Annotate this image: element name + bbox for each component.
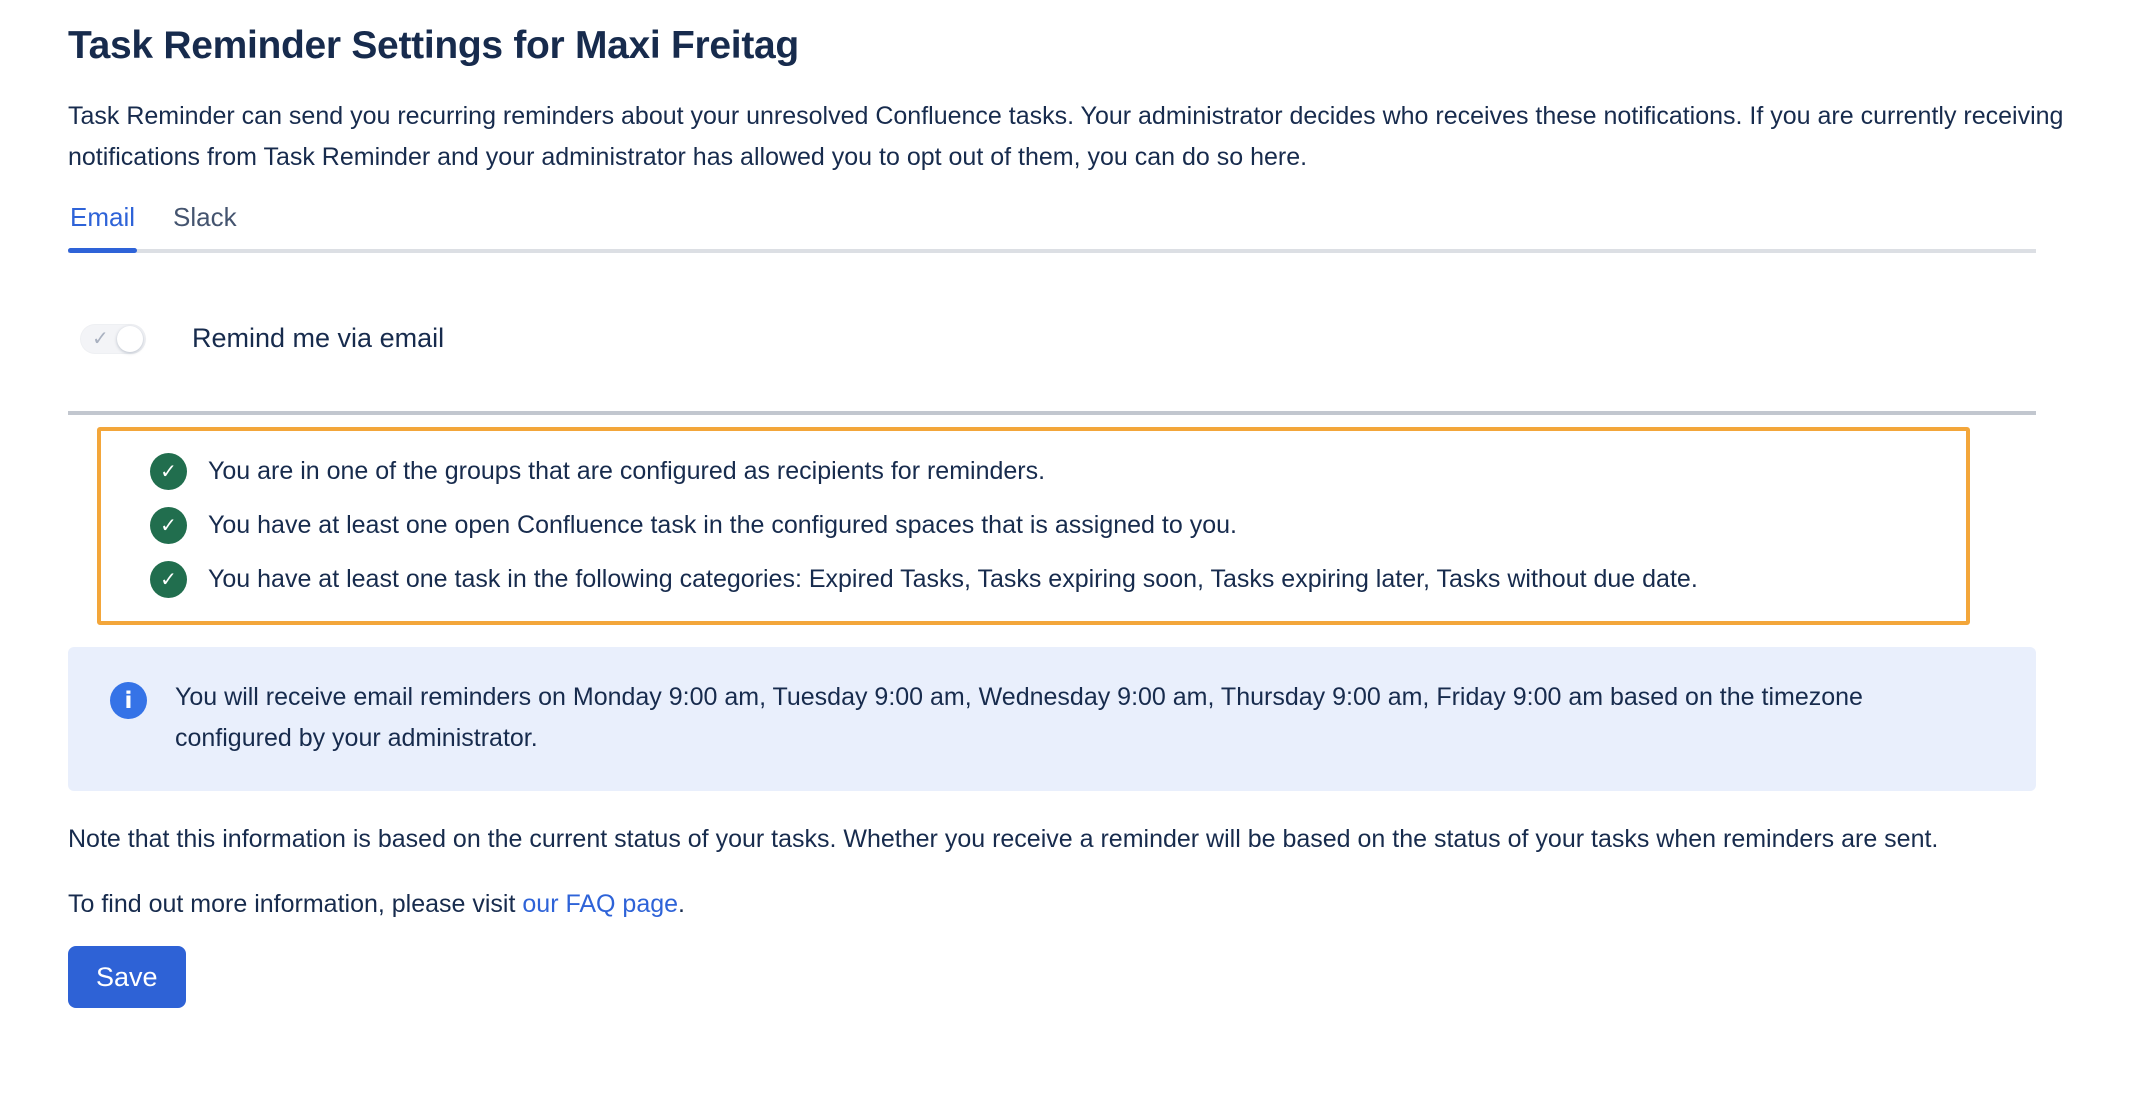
checklist-item [150, 449, 1942, 493]
email-reminder-toggle[interactable] [80, 324, 146, 354]
tab-bar [68, 194, 2036, 253]
faq-line [68, 888, 2076, 920]
checklist-item-text: You have at least one open Confluence task in the configured spaces that is assigned to you. [208, 511, 1237, 539]
check-circle-icon: ✓ [150, 453, 187, 490]
checklist-item-text: You have at least one task in the following categories: Expired Tasks, Tasks expiring soon, Tasks expiring later, Tasks without due date. [208, 565, 1698, 593]
eligibility-checklist [97, 427, 1970, 625]
check-circle-icon: ✓ [150, 507, 187, 544]
info-icon: i [110, 682, 147, 719]
faq-page-link[interactable]: our FAQ page [522, 890, 679, 918]
faq-suffix: . [678, 890, 685, 918]
checklist-item [150, 503, 1942, 547]
tab-email[interactable]: Email [68, 194, 137, 249]
schedule-info-text: You will receive email reminders on Monday 9:00 am, Tuesday 9:00 am, Wednesday 9:00 am, Thursday 9:00 am, Friday 9:00 am based on the timezone configured by your administrator. [175, 683, 1863, 752]
check-circle-icon: ✓ [150, 561, 187, 598]
tab-slack[interactable]: Slack [173, 202, 237, 232]
checklist-item [150, 557, 1942, 601]
toggle-knob [117, 326, 143, 352]
intro-text: Task Reminder can send you recurring reminders about your unresolved Confluence tasks. Your administrator decides who receives these notifications. If you are currently receiving notifications from Task Reminder and your administrator has allowed you to opt out of them, you can do so here. [68, 102, 2064, 171]
faq-prefix: To find out more information, please visit [68, 890, 523, 918]
check-icon: ✓ [92, 327, 109, 350]
status-note-text: Note that this information is based on the current status of your tasks. Whether you receive a reminder will be based on the status of your tasks when reminders are sent. [68, 825, 1939, 853]
section-divider [68, 411, 2036, 415]
schedule-info-banner [68, 647, 2036, 791]
email-reminder-row [80, 323, 2076, 354]
save-button[interactable]: Save [68, 946, 186, 1008]
toggle-label: Remind me via email [192, 323, 445, 353]
page-title: Task Reminder Settings for Maxi Freitag [68, 24, 799, 67]
checklist-item-text: You are in one of the groups that are configured as recipients for reminders. [208, 457, 1046, 485]
